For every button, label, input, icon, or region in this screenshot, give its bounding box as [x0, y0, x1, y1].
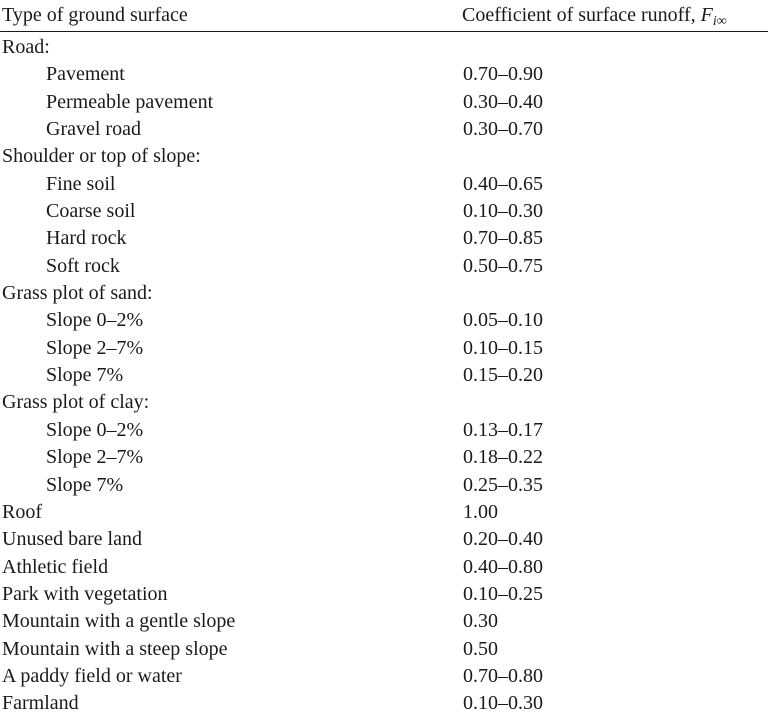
runoff-coefficient-cell: 1.00 [463, 500, 498, 523]
surface-type-cell: A paddy field or water [2, 664, 182, 687]
surface-type-cell: Roof [2, 500, 42, 523]
column-header-runoff-text: Coefficient of surface runoff, [462, 4, 701, 26]
runoff-coefficient-cell: 0.70–0.80 [463, 664, 543, 687]
table-row [0, 663, 768, 690]
table-row [0, 362, 768, 389]
surface-type-cell: Coarse soil [46, 200, 136, 223]
table-row [0, 499, 768, 526]
surface-type-cell: Gravel road [46, 118, 141, 141]
table-row [0, 198, 768, 225]
table-row [0, 171, 768, 198]
table-row [0, 417, 768, 444]
surface-type-cell: Slope 2–7% [46, 446, 144, 469]
surface-type-cell: Grass plot of clay: [2, 391, 150, 414]
surface-type-cell: Slope 0–2% [46, 309, 144, 332]
surface-type-cell: Pavement [46, 63, 125, 86]
table-row [0, 636, 768, 663]
table-row [0, 608, 768, 635]
surface-type-cell: Grass plot of sand: [2, 282, 153, 305]
surface-type-cell: Mountain with a steep slope [2, 637, 228, 660]
surface-type-cell: Slope 7% [46, 473, 124, 496]
table-group-header [0, 34, 768, 61]
table-row [0, 225, 768, 252]
surface-type-cell: Shoulder or top of slope: [2, 145, 201, 168]
runoff-coefficient-cell: 0.20–0.40 [463, 528, 543, 551]
table-row [0, 526, 768, 553]
table-group-header [0, 389, 768, 416]
table-row [0, 89, 768, 116]
runoff-coefficient-cell: 0.10–0.30 [463, 692, 543, 715]
table-row [0, 690, 768, 717]
table-group-header [0, 143, 768, 170]
table-row [0, 253, 768, 280]
table-row [0, 581, 768, 608]
table-row [0, 335, 768, 362]
runoff-coefficient-cell: 0.50–0.75 [463, 254, 543, 277]
surface-type-cell: Unused bare land [2, 528, 142, 551]
runoff-coefficient-cell: 0.40–0.80 [463, 555, 543, 578]
runoff-coefficient-cell: 0.30–0.40 [463, 90, 543, 113]
runoff-coefficient-cell: 0.70–0.90 [463, 63, 543, 86]
table-row [0, 554, 768, 581]
surface-type-cell: Slope 0–2% [46, 418, 144, 441]
surface-type-cell: Farmland [2, 692, 79, 715]
surface-type-cell: Road: [2, 36, 50, 58]
surface-type-cell: Soft rock [46, 254, 120, 277]
runoff-coefficient-cell: 0.10–0.15 [463, 336, 543, 359]
surface-type-cell: Athletic field [2, 555, 109, 578]
runoff-coefficient-cell: 0.25–0.35 [463, 473, 543, 496]
runoff-coefficient-cell: 0.10–0.25 [463, 582, 543, 605]
surface-type-cell: Permeable pavement [46, 90, 214, 113]
surface-type-cell: Slope 2–7% [46, 336, 144, 359]
runoff-coefficient-cell: 0.30 [463, 610, 498, 633]
table-row [0, 472, 768, 499]
table-row [0, 116, 768, 143]
table-row [0, 307, 768, 334]
column-header-ground-surface: Type of ground surface [2, 4, 188, 26]
table-group-header [0, 280, 768, 307]
runoff-coefficient-cell: 0.05–0.10 [463, 309, 543, 332]
table-header [0, 0, 768, 32]
runoff-coefficient-cell: 0.15–0.20 [463, 364, 543, 387]
surface-type-cell: Mountain with a gentle slope [2, 610, 236, 633]
surface-type-cell: Park with vegetation [2, 582, 168, 605]
table-body [0, 34, 768, 718]
runoff-coefficient-cell: 0.30–0.70 [463, 118, 543, 141]
coefficient-symbol: F [700, 4, 713, 26]
surface-type-cell: Hard rock [46, 227, 127, 250]
surface-type-cell: Fine soil [46, 172, 116, 195]
table-row [0, 444, 768, 471]
runoff-coefficient-cell: 0.10–0.30 [463, 200, 543, 223]
coefficient-subscript: i∞ [712, 14, 727, 29]
table-row [0, 61, 768, 88]
runoff-coefficient-cell: 0.13–0.17 [463, 418, 543, 441]
surface-type-cell: Slope 7% [46, 364, 124, 387]
runoff-coefficient-cell: 0.70–0.85 [463, 227, 543, 250]
header-rule [0, 31, 768, 32]
runoff-coefficient-cell: 0.50 [463, 637, 498, 660]
runoff-coefficient-cell: 0.40–0.65 [463, 172, 543, 195]
runoff-coefficient-cell: 0.18–0.22 [463, 446, 543, 469]
